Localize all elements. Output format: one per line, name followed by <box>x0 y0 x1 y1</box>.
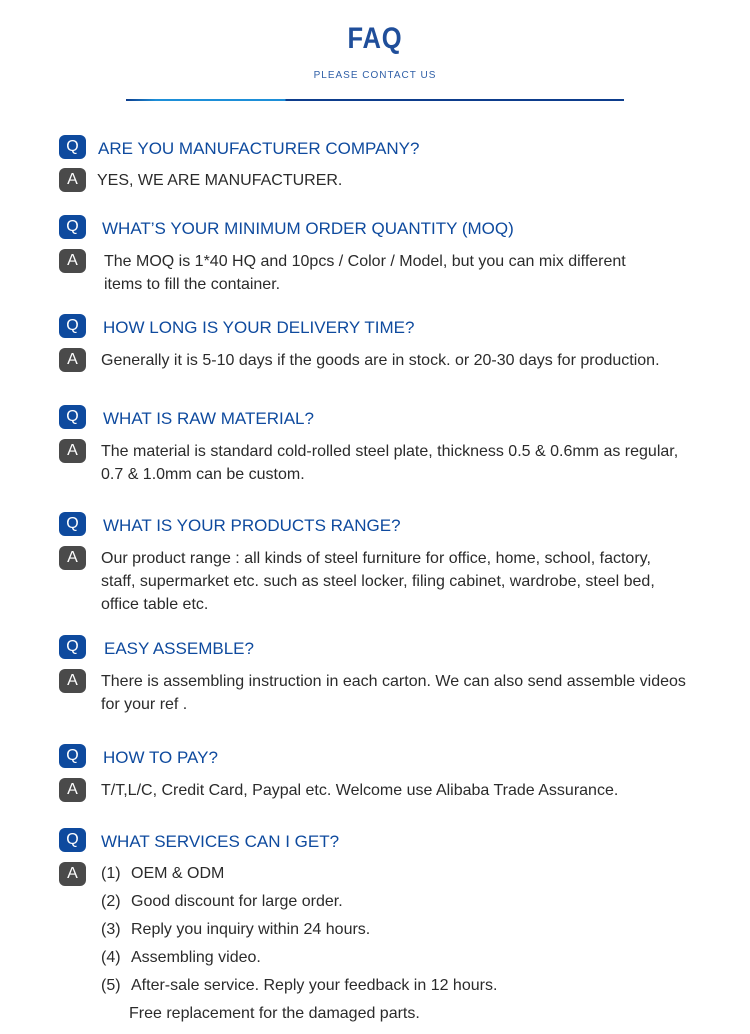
faq-answer <box>101 547 655 616</box>
service-item <box>101 949 261 967</box>
service-item <box>101 977 497 995</box>
service-number: (4) <box>101 949 121 966</box>
service-number: (3) <box>101 921 121 938</box>
answer-badge: A <box>59 168 86 192</box>
service-text: OEM & ODM <box>131 865 225 882</box>
faq-answer-line: for your ref . <box>101 696 188 713</box>
faq-question: WHAT SERVICES CAN I GET? <box>101 832 340 851</box>
answer-badge: A <box>59 348 86 372</box>
service-text: Assembling video. <box>131 949 261 966</box>
answer-badge: A <box>59 546 86 570</box>
service-item <box>101 893 343 911</box>
answer-badge: A <box>59 862 86 886</box>
service-number: (2) <box>101 893 121 910</box>
question-badge: Q <box>59 405 86 429</box>
service-continuation: Free replacement for the damaged parts. <box>129 1005 420 1022</box>
faq-question: WHAT IS YOUR PRODUCTS RANGE? <box>103 516 401 535</box>
faq-answer-line: The material is standard cold-rolled steel plate, thickness 0.5 & 0.6mm as regular, <box>101 443 679 460</box>
faq-question: EASY ASSEMBLE? <box>104 639 254 658</box>
service-item <box>101 921 370 939</box>
faq-answer-line: T/T,L/C, Credit Card, Paypal etc. Welcome use Alibaba Trade Assurance. <box>101 782 619 799</box>
faq-question: HOW TO PAY? <box>103 748 218 767</box>
faq-question: ARE YOU MANUFACTURER COMPANY? <box>98 139 420 158</box>
answer-badge: A <box>59 439 86 463</box>
faq-answer <box>97 169 342 192</box>
question-badge: Q <box>59 215 86 239</box>
question-badge: Q <box>59 135 86 159</box>
answer-badge: A <box>59 778 86 802</box>
service-number: (5) <box>101 977 121 994</box>
faq-answer-line: office table etc. <box>101 596 209 613</box>
faq-answer-line: items to fill the container. <box>104 276 281 293</box>
faq-question: WHAT’S YOUR MINIMUM ORDER QUANTITY (MOQ) <box>102 219 514 238</box>
faq-answer-line: 0.7 & 1.0mm can be custom. <box>101 466 305 483</box>
faq-answer <box>101 779 618 802</box>
faq-answer-line: Generally it is 5-10 days if the goods are in stock. or 20-30 days for production. <box>101 352 660 369</box>
question-badge: Q <box>59 744 86 768</box>
service-text: Reply you inquiry within 24 hours. <box>131 921 371 938</box>
faq-answer <box>104 250 626 296</box>
question-badge: Q <box>59 512 86 536</box>
faq-answer-line: There is assembling instruction in each carton. We can also send assemble videos <box>101 673 686 690</box>
service-item <box>101 865 224 883</box>
service-text: After-sale service. Reply your feedback in 12 hours. <box>131 977 498 994</box>
faq-question: HOW LONG IS YOUR DELIVERY TIME? <box>103 318 415 337</box>
faq-answer-line: YES, WE ARE MANUFACTURER. <box>97 172 343 189</box>
faq-answer <box>101 349 660 372</box>
service-text: Good discount for large order. <box>131 893 343 910</box>
answer-badge: A <box>59 669 86 693</box>
faq-answer-line: The MOQ is 1*40 HQ and 10pcs / Color / Model, but you can mix different <box>104 253 626 270</box>
page-title: FAQ <box>347 22 403 55</box>
faq-answer <box>101 670 686 716</box>
page-subtitle: PLEASE CONTACT US <box>313 70 437 81</box>
header-divider <box>126 99 624 101</box>
question-badge: Q <box>59 314 86 338</box>
answer-badge: A <box>59 249 86 273</box>
faq-answer <box>101 440 678 486</box>
service-number: (1) <box>101 865 121 882</box>
faq-question: WHAT IS RAW MATERIAL? <box>103 409 314 428</box>
question-badge: Q <box>59 635 86 659</box>
faq-answer-line: staff, supermarket etc. such as steel locker, filing cabinet, wardrobe, steel bed, <box>101 573 655 590</box>
question-badge: Q <box>59 828 86 852</box>
faq-answer-line: Our product range : all kinds of steel furniture for office, home, school, factory, <box>101 550 651 567</box>
